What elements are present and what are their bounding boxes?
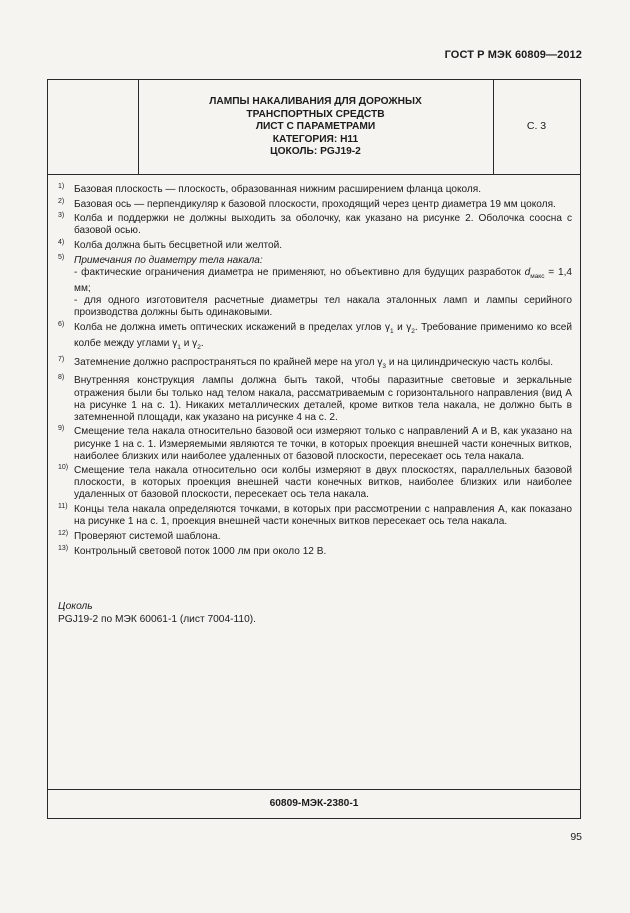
base-section [58,600,256,626]
note-text: Колба и поддержки не должны выходить за оболочку, как указано на рисунке 2. Оболочка соосна с базовой осью. [74,213,572,237]
note-8 [58,375,572,423]
note-5: 5) Примечания по диаметру тела накала: - фактические ограничения диаметра не применяют, но объективно для будущих разработок $d_{макс} = 1,4$ мм; - для одного изготовителя расчетные диаметры тел накала эталонных ламп и лампы серийного производства должны быть одинаковыми. [58,253,572,319]
sheet-frame [47,79,581,819]
title-line-5: ЦОКОЛЬ: PGJ19-2 [270,146,361,158]
note-number: 12) [58,529,69,537]
sheet-code: 60809-МЭК-2380-1 [48,789,580,818]
title-line-3: ЛИСТ С ПАРАМЕТРАМИ [255,121,376,133]
note-text: Внутренняя конструкция лампы должна быть такой, чтобы паразитные световые и зеркальные отражения были бы только над телом накала, рассматриваемым с горизонтального направления (вид А на рисунке 1 на с. 1). Никаких металлических деталей, кроме витков тела накала, не должно быть в затемненной площади, как указано на рисунке 4 на с. 2. [74,375,572,423]
title-line-4: КАТЕГОРИЯ: H11 [272,133,359,145]
footnotes [58,184,572,560]
title-line-2: ТРАНСПОРТНЫХ СРЕДСТВ [246,108,385,120]
note-number: 5) [58,253,65,261]
note-3 [58,213,572,237]
note-number: 4) [58,239,65,247]
note-text: Проверяют системой шаблона. [74,530,221,542]
note-6 [58,322,572,354]
base-label: Цоколь [58,601,93,612]
note-10 [58,465,572,501]
title-block-right-cell [493,80,580,174]
note-sub-2: - для одного изготовителя расчетные диаметры тел накала эталонных ламп и лампы серийного производства должны быть одинаковыми. [74,295,572,319]
note-text: Затемнение должно распространяться по крайней мере на угол $\gamma_3$ и на цилиндрическую часть колбы. [74,356,554,370]
note-text: Смещение тела накала относительно базовой оси измеряют только с направлений А и В, как указано на рисунке 1 на с. 1. Измеряемыми являются те точки, в которых проекция внешней части конечных витков, наиболее близких или наиболее удаленных от базовой плоскости, пересекает ось тела накала. [74,426,572,462]
sheet-title [138,96,493,159]
title-block [48,80,580,175]
standard-designation: ГОСТ Р МЭК 60809—2012 [444,49,582,61]
note-text: Базовая ось — перпендикуляр к базовой плоскости, проходящий через центр диаметра 19 мм цоколя. [74,198,556,210]
note-7 [58,357,572,373]
note-12 [58,531,572,543]
note-13 [58,546,572,558]
note-11 [58,504,572,528]
note-text: Контрольный световой поток 1000 лм при около 12 В. [74,545,327,557]
sheet-number: С. 3 [526,120,547,132]
page-number: 95 [570,831,582,843]
note-9 [58,426,572,462]
note-number: 10) [58,464,69,472]
note-number: 2) [58,197,65,205]
note-1 [58,184,572,196]
title-block-center-cell [138,80,494,174]
note-number: 13) [58,544,69,552]
note-text: Концы тела накала определяются точками, в которых при рассмотрении с направления А, как показано на рисунке 1 на с. 1, проекция внешней части конечных витков пересекает ось тела накала. [74,504,572,528]
note-2 [58,199,572,211]
note-text: Базовая плоскость — плоскость, образованная нижним расширением фланца цоколя. [74,184,482,195]
note-text: Колба не должна иметь оптических искажений в пределах углов $\gamma_1$ и $\gamma_2$. Требование применимо ко всей колбе между углами $\gamma_1$ и $\gamma_2$. [74,321,573,352]
note-number: 8) [58,374,65,382]
note-number: 1) [58,183,65,190]
note-text: Смещение тела накала относительно оси колбы измеряют в двух плоскостях, параллельных базовой плоскости, в которых проекция внешней части конечных витков, наиболее близких или наиболее удаленных от базовой плоскости, пересекает ось тела накала. [74,465,572,501]
note-number: 9) [58,425,65,433]
note-title: Примечания по диаметру тела накала [74,254,260,266]
note-number: 7) [58,355,65,363]
base-text: PGJ19-2 по МЭК 60061-1 (лист 7004-110). [58,614,256,625]
note-number: 3) [58,212,65,220]
note-number: 6) [58,320,65,328]
title-block-left-cell [48,80,139,174]
note-number: 11) [58,503,68,511]
title-line-1: ЛАМПЫ НАКАЛИВАНИЯ ДЛЯ ДОРОЖНЫХ [209,96,422,107]
note-text: Колба должна быть бесцветной или желтой. [74,240,283,252]
note-4 [58,240,572,252]
note-sub-1: - фактические ограничения диаметра не применяют, но объективно для будущих разработок $d_{макс} = 1,4$ мм; [74,266,572,295]
